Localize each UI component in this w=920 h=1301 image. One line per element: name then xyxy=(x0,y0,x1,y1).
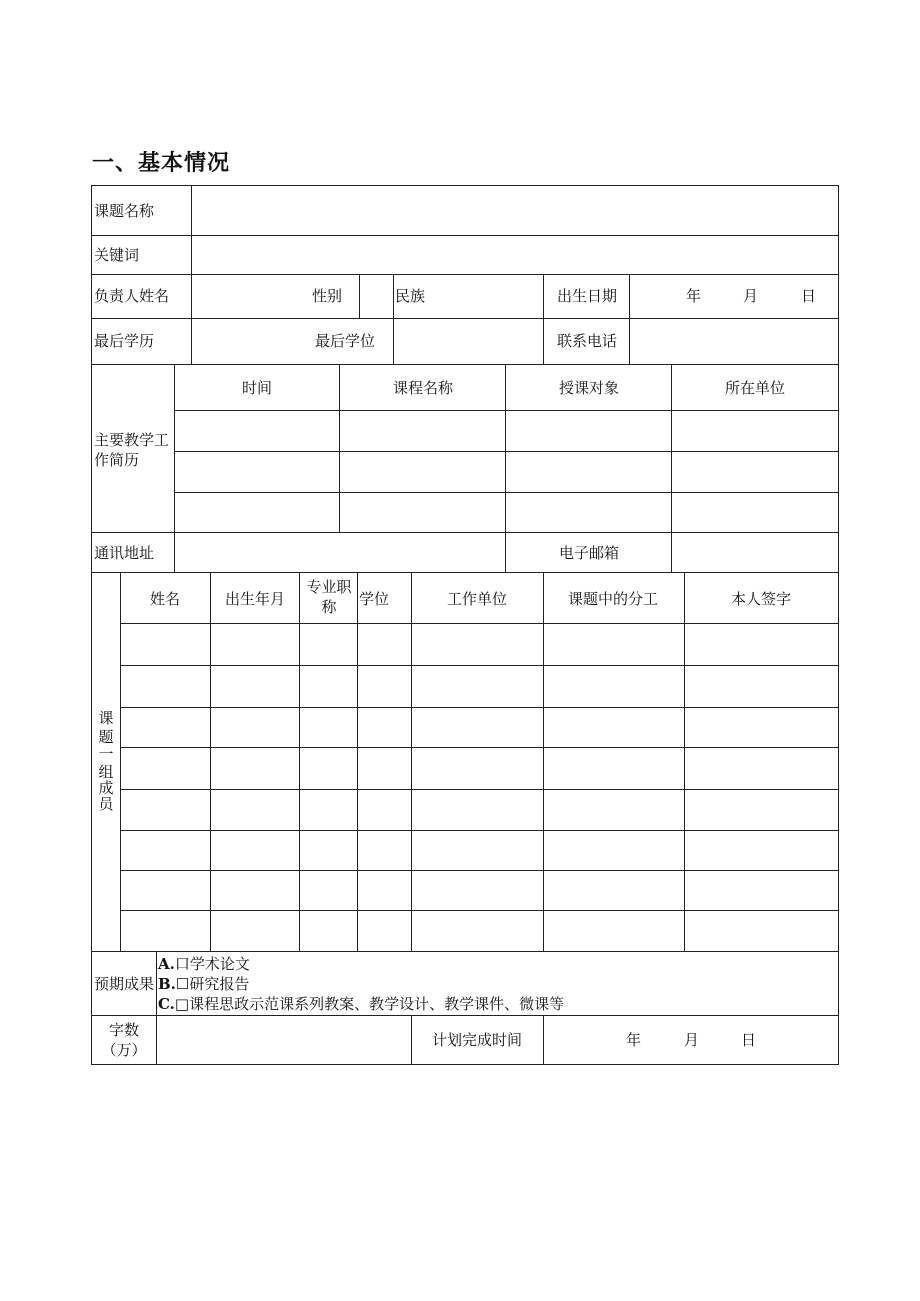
option-letter: A. xyxy=(158,955,175,973)
col-divider xyxy=(174,364,175,573)
col-divider xyxy=(505,364,506,573)
col-header-unit: 所在单位 xyxy=(724,379,786,397)
col-divider xyxy=(120,572,121,952)
label-leader-name: 负责人姓名 xyxy=(94,287,170,305)
col-divider xyxy=(411,1015,412,1065)
label-team-char: 成 xyxy=(98,779,114,797)
option-letter: C. xyxy=(158,995,175,1013)
col-divider xyxy=(156,951,157,1065)
col-header-birth: 出生年月 xyxy=(224,590,286,608)
label-expected-outcome: 预期成果 xyxy=(94,975,155,993)
label-degree: 最后学位 xyxy=(315,332,376,350)
address-field[interactable] xyxy=(176,534,504,572)
outcome-option-c[interactable] xyxy=(158,993,564,1011)
col-header-title: 专业职 xyxy=(306,578,352,596)
row-divider xyxy=(91,274,839,275)
label-keywords: 关键词 xyxy=(94,246,140,264)
page-title: 一、基本情况 xyxy=(92,151,231,176)
row-divider xyxy=(120,747,839,748)
label-team-char: 课 xyxy=(98,709,114,727)
option-text: ☐研究报告 xyxy=(175,975,250,993)
col-divider xyxy=(543,274,544,365)
row-divider xyxy=(91,318,839,319)
row-divider xyxy=(91,235,839,236)
row-divider xyxy=(120,665,839,666)
label-word-count-unit: （万） xyxy=(101,1041,147,1059)
plan-month-unit: 月 xyxy=(684,1031,700,1049)
keywords-field[interactable] xyxy=(193,237,838,273)
birth-year-unit: 年 xyxy=(686,287,702,305)
col-divider xyxy=(357,572,358,952)
plan-day-unit: 日 xyxy=(741,1031,757,1049)
label-team-char: 一 xyxy=(98,745,114,763)
col-header-signature: 本人签字 xyxy=(730,590,792,608)
col-header-role: 课题中的分工 xyxy=(567,590,659,608)
outcome-option-a[interactable] xyxy=(158,953,250,971)
col-divider xyxy=(543,572,544,952)
word-count-field[interactable] xyxy=(158,1017,410,1064)
team-members-table xyxy=(91,572,839,952)
label-topic-name: 课题名称 xyxy=(94,202,155,220)
degree-field[interactable] xyxy=(395,320,542,364)
label-team-char: 组 xyxy=(98,763,114,781)
row-divider xyxy=(91,1015,839,1016)
label-ethnicity: 民族 xyxy=(395,287,426,305)
option-text: □课程思政示范课系列教案、教学设计、教学课件、微课等 xyxy=(174,995,565,1013)
option-text: 口学术论文 xyxy=(174,955,250,973)
col-divider xyxy=(359,274,360,318)
col-divider xyxy=(210,572,211,952)
label-team-char: 员 xyxy=(98,795,114,813)
col-divider xyxy=(684,572,685,952)
row-divider xyxy=(120,830,839,831)
row-divider xyxy=(120,789,839,790)
col-header-audience: 授课对象 xyxy=(558,379,620,397)
row-divider xyxy=(174,410,839,411)
col-header-workplace: 工作单位 xyxy=(446,590,508,608)
row-divider xyxy=(120,707,839,708)
row-divider xyxy=(174,451,839,452)
email-field[interactable] xyxy=(673,534,838,572)
label-birth-date: 出生日期 xyxy=(557,287,618,305)
label-email: 电子邮箱 xyxy=(558,544,620,562)
phone-field[interactable] xyxy=(631,320,838,364)
gender-field[interactable] xyxy=(361,276,392,317)
outcome-option-b[interactable] xyxy=(158,973,249,991)
col-divider xyxy=(671,364,672,573)
col-header-course: 课程名称 xyxy=(392,379,454,397)
col-divider xyxy=(191,185,192,365)
birth-day-unit: 日 xyxy=(801,287,817,305)
row-divider xyxy=(91,532,839,533)
col-header-time: 时间 xyxy=(241,379,273,397)
col-divider xyxy=(299,572,300,952)
label-education: 最后学历 xyxy=(94,332,155,350)
label-address: 通讯地址 xyxy=(94,544,155,562)
row-divider xyxy=(120,870,839,871)
label-teaching-history-2: 作简历 xyxy=(94,451,140,469)
label-word-count: 字数 xyxy=(108,1021,140,1039)
label-phone: 联系电话 xyxy=(557,332,618,350)
label-teaching-history: 主要教学工 xyxy=(94,431,170,449)
option-letter: B. xyxy=(158,975,176,993)
plan-year-unit: 年 xyxy=(626,1031,642,1049)
row-divider xyxy=(120,623,839,624)
label-plan-time: 计划完成时间 xyxy=(431,1031,523,1049)
col-header-name: 姓名 xyxy=(149,590,181,608)
col-header-title-2: 称 xyxy=(321,598,337,616)
birth-month-unit: 月 xyxy=(743,287,759,305)
col-divider xyxy=(339,364,340,532)
row-divider xyxy=(174,492,839,493)
row-divider xyxy=(120,910,839,911)
topic-name-field[interactable] xyxy=(193,187,838,234)
col-divider xyxy=(629,274,630,365)
label-gender: 性别 xyxy=(312,287,343,305)
col-divider xyxy=(543,1015,544,1065)
col-divider xyxy=(411,572,412,952)
label-team-char: 题 xyxy=(98,728,114,746)
col-header-degree: 学位 xyxy=(359,590,390,608)
col-divider xyxy=(393,274,394,365)
